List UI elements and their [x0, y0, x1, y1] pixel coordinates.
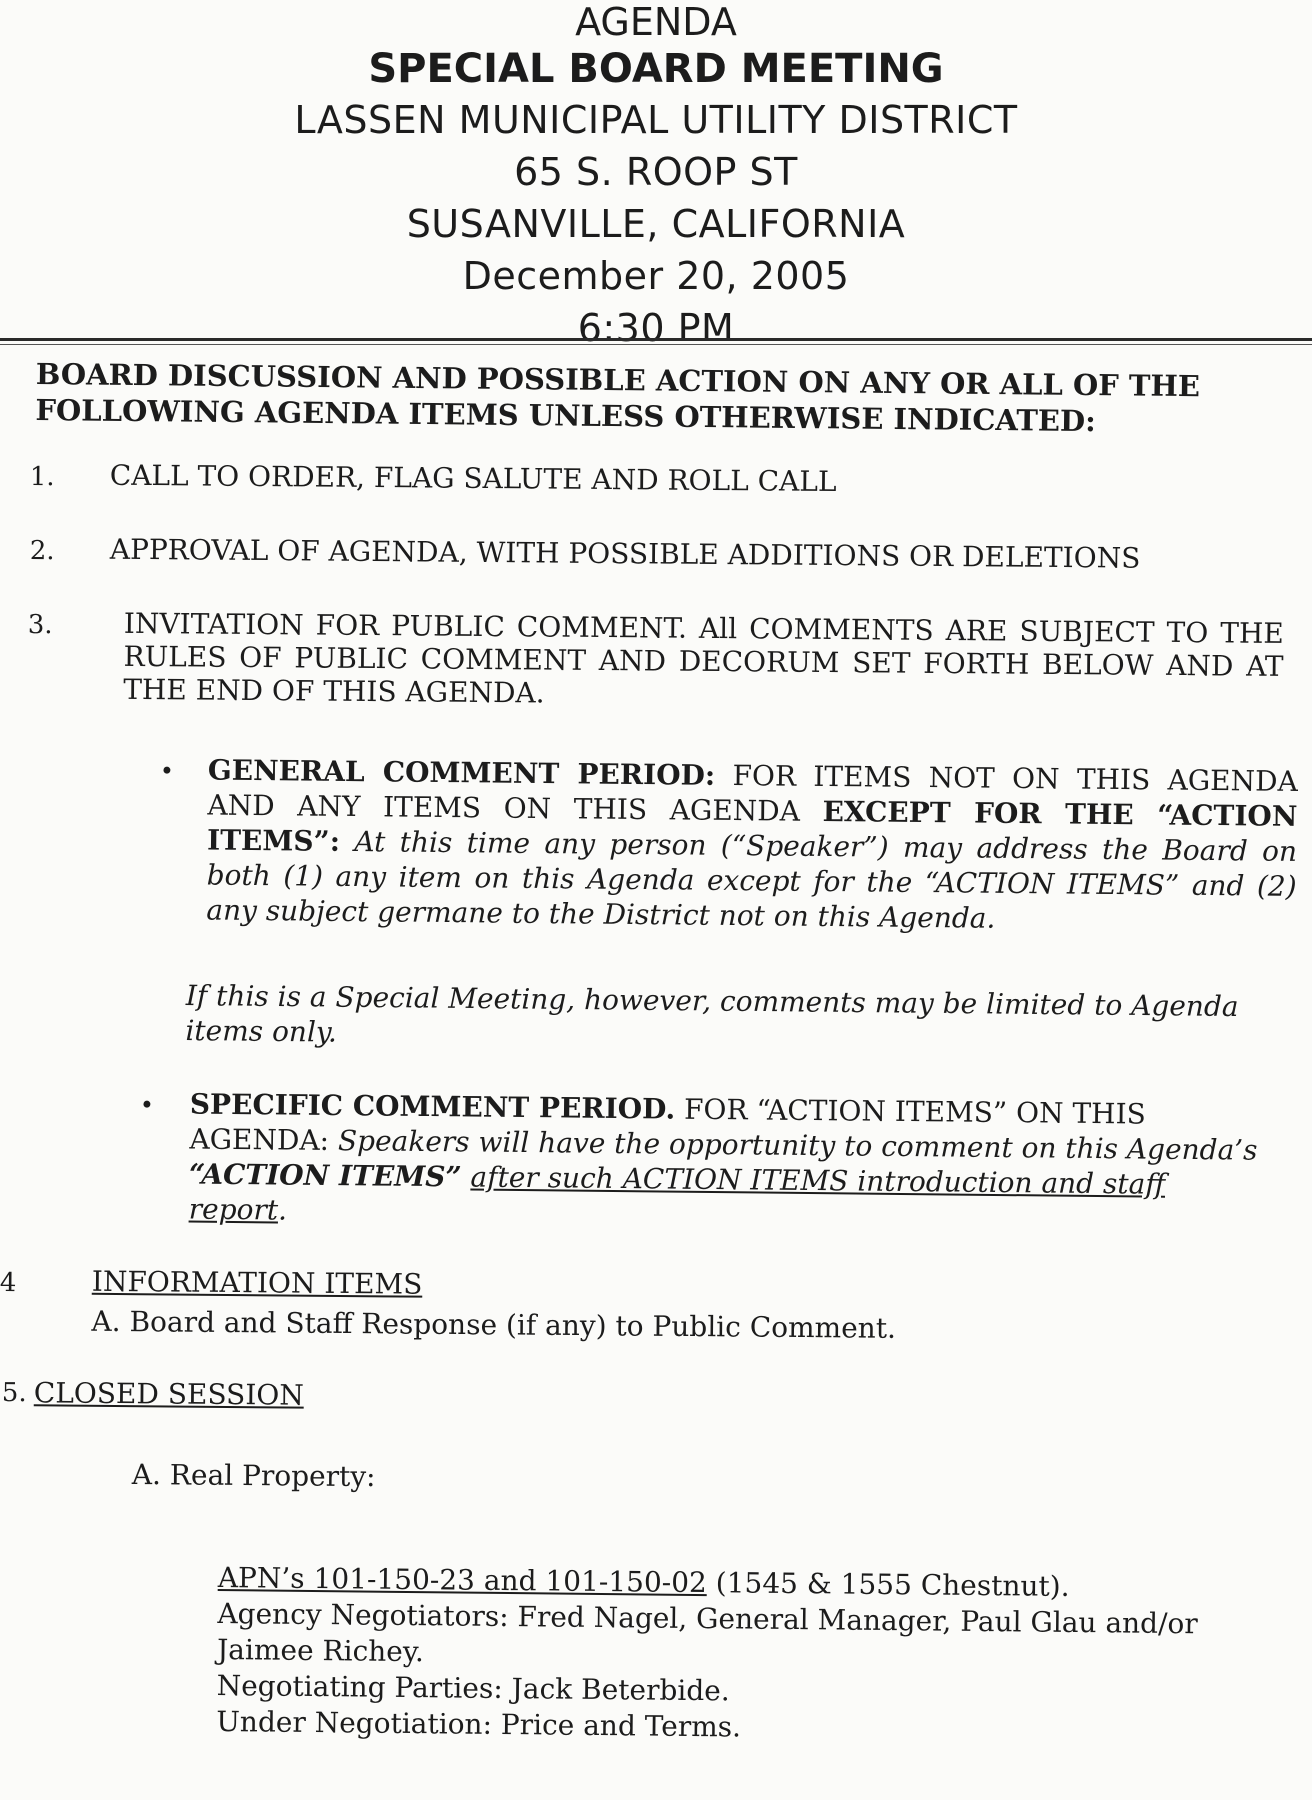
- apn-numbers: APN’s 101-150-23 and 101-150-02: [217, 1561, 708, 1600]
- general-comment-text: [206, 753, 1298, 939]
- general-comment-heading: GENERAL COMMENT PERIOD:: [207, 753, 716, 792]
- specific-comment-period: [139, 1086, 1270, 1238]
- apn-address: (1545 & 1555 Chestnut).: [706, 1566, 1070, 1603]
- agenda-item-2: [30, 532, 1280, 583]
- organization-name: LASSEN MUNICIPAL UTILITY DISTRICT: [294, 98, 1018, 142]
- item-number: 5.: [1, 1378, 27, 1409]
- item-text: APPROVAL OF AGENDA, WITH POSSIBLE ADDITIONS OR DELETIONS: [109, 532, 1141, 575]
- meeting-time: 6:30 PM: [577, 306, 735, 350]
- header-divider-thin: [0, 344, 1312, 345]
- header-divider: [0, 338, 1312, 341]
- item-text: CALL TO ORDER, FLAG SALUTE AND ROLL CALL: [109, 458, 837, 499]
- agenda-item-4: [0, 1264, 1250, 1365]
- item-text: INVITATION FOR PUBLIC COMMENT. All COMMENTS ARE SUBJECT TO THE RULES OF PUBLIC COMMENT AND DECORUM SET FORTH BELOW AND AT THE END OF THIS AGENDA.: [123, 606, 1284, 710]
- specific-comment-scope: FOR “ACTION ITEMS” ON THIS AGENDA:: [189, 1092, 1146, 1157]
- preamble-text: BOARD DISCUSSION AND POSSIBLE ACTION ON ANY OR ALL OF THE FOLLOWING AGENDA ITEMS UNLESS OTHERWISE INDICATED:: [35, 356, 1201, 439]
- general-comment-exception: EXCEPT FOR THE “ACTION ITEMS”:: [206, 794, 1298, 858]
- agenda-item-5: [0, 1376, 1250, 1427]
- item-number: 4: [0, 1267, 17, 1299]
- specific-comment-timing: after such ACTION ITEMS introduction and staff report: [188, 1160, 1166, 1227]
- general-comment-period: [158, 752, 1300, 939]
- general-comment-description: At this time any person (“Speaker”) may address the Board on both (1) any item on this Agenda except for the “ACTION ITEMS” and (2) any subject germane to the District not on this Agenda.: [206, 824, 1298, 935]
- item-subitem: A. Board and Staff Response (if any) to Public Comment.: [91, 1304, 897, 1345]
- closed-session-subitem: A. Real Property:: [131, 1458, 376, 1494]
- meeting-date: December 20, 2005: [462, 254, 850, 298]
- specific-comment-end: .: [277, 1193, 288, 1227]
- city-line: SUSANVILLE, CALIFORNIA: [406, 202, 906, 246]
- specific-comment-description: Speakers will have the opportunity to comment on this Agenda’s: [328, 1123, 1258, 1167]
- special-meeting-note: If this is a Special Meeting, however, comments may be limited to Agenda items only.: [185, 978, 1239, 1049]
- item-number: 1.: [29, 461, 55, 493]
- negotiating-parties: Negotiating Parties: Jack Beterbide.: [216, 1668, 730, 1708]
- agenda-header: [0, 0, 1312, 354]
- item-number: 2.: [29, 535, 55, 567]
- bullet-icon: •: [139, 1090, 155, 1120]
- agenda-title: AGENDA: [575, 0, 737, 44]
- specific-comment-text: [189, 1087, 1270, 1238]
- agenda-item-1: [30, 458, 1280, 509]
- agenda-item-3: [27, 606, 1288, 737]
- specific-comment-heading: SPECIFIC COMMENT PERIOD.: [189, 1087, 676, 1126]
- agency-negotiators: Agency Negotiators: Fred Nagel, General Manager, Paul Glau and/or Jaimee Richey.: [216, 1596, 1198, 1669]
- action-items-emphasis: “ACTION ITEMS”: [188, 1157, 462, 1194]
- item-heading: INFORMATION ITEMS: [91, 1264, 423, 1301]
- item-heading: CLOSED SESSION: [33, 1376, 304, 1412]
- bullet-icon: •: [159, 756, 175, 786]
- under-negotiation: Under Negotiation: Price and Terms.: [216, 1704, 742, 1744]
- meeting-type: SPECIAL BOARD MEETING: [368, 46, 944, 92]
- item-number: 3.: [27, 609, 53, 641]
- address-line: 65 S. ROOP ST: [514, 150, 798, 194]
- real-property-details: [216, 1560, 1258, 1751]
- general-comment-scope: FOR ITEMS NOT ON THIS AGENDA AND ANY ITEMS ON THIS AGENDA: [207, 758, 1298, 828]
